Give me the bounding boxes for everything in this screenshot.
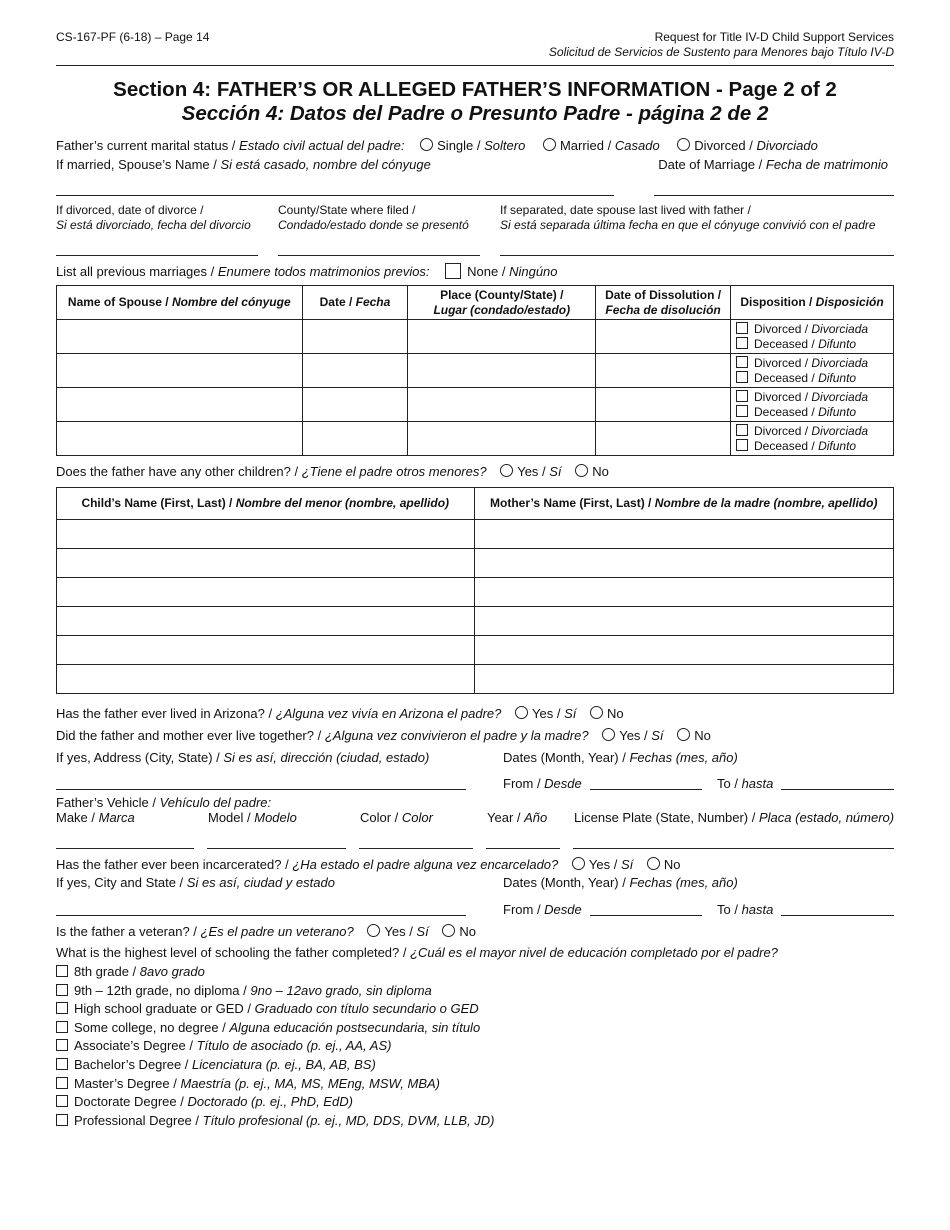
children-no-radio[interactable]	[575, 464, 588, 477]
education-checkbox[interactable]	[56, 1039, 68, 1051]
table-row	[57, 388, 894, 422]
place-cell[interactable]	[408, 354, 596, 388]
dissolution-cell[interactable]	[596, 422, 731, 456]
mother-name-cell[interactable]	[474, 549, 894, 578]
marital-single-option[interactable]: Single / Soltero	[420, 138, 525, 153]
deceased-option[interactable]: Deceased / Difunto	[736, 439, 893, 454]
col-date: Date / Fecha	[302, 286, 408, 320]
spouse-name-cell[interactable]	[57, 320, 303, 354]
arizona-no-option[interactable]: No	[590, 706, 624, 721]
table-row	[57, 636, 894, 665]
together-to-label: To / hasta	[717, 776, 774, 791]
child-name-cell[interactable]	[57, 549, 475, 578]
dissolution-cell[interactable]	[596, 388, 731, 422]
date-cell[interactable]	[302, 422, 408, 456]
incarcerated-row: Has the father ever been incarcerated? / ¿Ha estado el padre alguna vez encarcelado? Yes / Sí No	[56, 857, 681, 872]
education-checkbox[interactable]	[56, 984, 68, 996]
disposition-cell	[731, 320, 894, 354]
marital-divorced-option[interactable]: Divorced / Divorciado	[677, 138, 818, 153]
separated-date-label: If separated, date spouse last lived with father / Si está separada última fecha en que el cónyuge convivió con el padre	[500, 203, 876, 232]
table-row	[57, 422, 894, 456]
table-row	[57, 549, 894, 578]
incarcerated-no-radio[interactable]	[647, 857, 660, 870]
veteran-row: Is the father a veteran? / ¿Es el padre un veterano? Yes / Sí No	[56, 924, 476, 939]
arizona-yes-radio[interactable]	[515, 706, 528, 719]
vehicle-color-field[interactable]	[359, 848, 473, 849]
disposition-cell	[731, 422, 894, 456]
education-option[interactable]: Associate’s Degree / Título de asociado (p. ej., AA, AS)	[56, 1038, 391, 1053]
dissolution-cell[interactable]	[596, 320, 731, 354]
header-title-es: Solicitud de Servicios de Sustento para Menores bajo Título IV-D	[548, 45, 894, 59]
divorced-option[interactable]: Divorced / Divorciada	[736, 356, 893, 371]
child-name-cell[interactable]	[57, 636, 475, 665]
children-table	[56, 487, 894, 694]
deceased-option[interactable]: Deceased / Difunto	[736, 371, 893, 386]
together-address-label: If yes, Address (City, State) / Si es así, dirección (ciudad, estado)	[56, 750, 430, 765]
previous-marriages-table	[56, 285, 894, 456]
incarcerated-city-label: If yes, City and State / Si es así, ciudad y estado	[56, 875, 335, 890]
none-checkbox[interactable]	[445, 263, 461, 279]
date-of-marriage-field[interactable]	[654, 195, 894, 196]
child-name-cell[interactable]	[57, 665, 475, 694]
education-checkbox[interactable]	[56, 965, 68, 977]
col-child-name: Child’s Name (First, Last) / Nombre del menor (nombre, apellido)	[57, 488, 475, 520]
child-name-cell[interactable]	[57, 520, 475, 549]
deceased-option[interactable]: Deceased / Difunto	[736, 405, 893, 420]
arizona-no-radio[interactable]	[590, 706, 603, 719]
date-cell[interactable]	[302, 388, 408, 422]
col-mother-name: Mother’s Name (First, Last) / Nombre de la madre (nombre, apellido)	[474, 488, 894, 520]
col-spouse-name: Name of Spouse / Nombre del cónyuge	[57, 286, 303, 320]
form-title-header	[549, 30, 894, 60]
divorced-option[interactable]: Divorced / Divorciada	[736, 390, 893, 405]
together-no-option[interactable]: No	[677, 728, 711, 743]
section-title-es: Sección 4: Datos del Padre o Presunto Padre - página 2 de 2	[181, 102, 769, 125]
education-option[interactable]: 8th grade / 8avo grado	[56, 964, 205, 979]
single-radio[interactable]	[420, 138, 433, 151]
arizona-yes-option[interactable]: Yes / Sí	[515, 706, 576, 721]
incarcerated-to-label: To / hasta	[717, 902, 774, 917]
incarcerated-from-field[interactable]	[590, 915, 702, 916]
together-from-field[interactable]	[590, 789, 702, 790]
spouse-name-cell[interactable]	[57, 354, 303, 388]
together-yes-option[interactable]: Yes / Sí	[602, 728, 663, 743]
county-filed-field[interactable]	[278, 255, 480, 256]
divorced-option[interactable]: Divorced / Divorciada	[736, 424, 893, 439]
spouse-name-cell[interactable]	[57, 422, 303, 456]
together-address-field[interactable]	[56, 789, 466, 790]
education-option[interactable]: Bachelor’s Degree / Licenciatura (p. ej., BA, AB, BS)	[56, 1057, 376, 1072]
mother-name-cell[interactable]	[474, 636, 894, 665]
children-yes-option[interactable]: Yes / Sí	[500, 464, 561, 479]
col-disposition: Disposition / Disposición	[731, 286, 894, 320]
table-row	[57, 607, 894, 636]
education-option[interactable]: Doctorate Degree / Doctorado (p. ej., PhD, EdD)	[56, 1094, 353, 1109]
divorce-date-field[interactable]	[56, 255, 258, 256]
vehicle-model-field[interactable]	[207, 848, 346, 849]
marital-status-row	[56, 138, 818, 153]
table-row	[57, 520, 894, 549]
education-option[interactable]: High school graduate or GED / Graduado con título secundario o GED	[56, 1001, 479, 1016]
table-header-row	[57, 286, 894, 320]
dissolution-cell[interactable]	[596, 354, 731, 388]
mother-name-cell[interactable]	[474, 665, 894, 694]
county-filed-label: County/State where filed / Condado/estado donde se presentó	[278, 203, 469, 232]
date-of-marriage-label: Date of Marriage / Fecha de matrimonio	[658, 157, 888, 172]
together-no-radio[interactable]	[677, 728, 690, 741]
lived-together-row: Did the father and mother ever live together? / ¿Alguna vez convivieron el padre y la madre? Yes / Sí No	[56, 728, 711, 743]
section-title-en: Section 4: FATHER’S OR ALLEGED FATHER’S INFORMATION - Page 2 of 2	[113, 78, 837, 101]
child-name-cell[interactable]	[57, 607, 475, 636]
mother-name-cell[interactable]	[474, 607, 894, 636]
education-option[interactable]: Some college, no degree / Alguna educación postsecundaria, sin título	[56, 1020, 480, 1035]
place-cell[interactable]	[408, 388, 596, 422]
incarcerated-yes-option[interactable]: Yes / Sí	[572, 857, 633, 872]
education-checkbox[interactable]	[56, 1114, 68, 1126]
other-children-row: Does the father have any other children? / ¿Tiene el padre otros menores? Yes / Sí No	[56, 464, 609, 479]
incarcerated-dates-label: Dates (Month, Year) / Fechas (mes, año)	[503, 875, 738, 890]
mother-name-cell[interactable]	[474, 578, 894, 607]
none-option[interactable]: None / Ningúno	[445, 264, 557, 279]
table-row	[57, 665, 894, 694]
date-cell[interactable]	[302, 320, 408, 354]
vehicle-plate-label: License Plate (State, Number) / Placa (estado, número)	[574, 810, 895, 825]
table-row	[57, 354, 894, 388]
veteran-yes-option[interactable]: Yes / Sí	[367, 924, 428, 939]
header-divider	[56, 65, 894, 66]
mother-name-cell[interactable]	[474, 520, 894, 549]
together-to-field[interactable]	[781, 789, 894, 790]
col-dissolution: Date of Dissolution / Fecha de disolución	[596, 286, 731, 320]
marital-married-option[interactable]: Married / Casado	[543, 138, 660, 153]
child-name-cell[interactable]	[57, 578, 475, 607]
education-option[interactable]: Professional Degree / Título profesional (p. ej., MD, DDS, DVM, LLB, JD)	[56, 1113, 495, 1128]
deceased-option[interactable]: Deceased / Difunto	[736, 337, 893, 352]
spouse-name-cell[interactable]	[57, 388, 303, 422]
together-from-label: From / Desde	[503, 776, 582, 791]
table-row	[57, 320, 894, 354]
divorced-option[interactable]: Divorced / Divorciada	[736, 322, 893, 337]
education-question: What is the highest level of schooling the father completed? / ¿Cuál es el mayor nivel de educación completado por el padre?	[56, 945, 778, 960]
date-cell[interactable]	[302, 354, 408, 388]
place-cell[interactable]	[408, 320, 596, 354]
education-option[interactable]: Master’s Degree / Maestría (p. ej., MA, MS, MEng, MSW, MBA)	[56, 1076, 440, 1091]
veteran-no-radio[interactable]	[442, 924, 455, 937]
lived-in-arizona-row: Has the father ever lived in Arizona? / ¿Alguna vez vivía en Arizona el padre? Yes / Sí No	[56, 706, 624, 721]
together-dates-label: Dates (Month, Year) / Fechas (mes, año)	[503, 750, 738, 765]
disposition-cell	[731, 354, 894, 388]
disposition-cell	[731, 388, 894, 422]
spouse-name-field[interactable]	[56, 195, 614, 196]
incarcerated-to-field[interactable]	[781, 915, 894, 916]
vehicle-make-field[interactable]	[56, 848, 194, 849]
form-id: CS-167-PF (6-18) – Page 14	[56, 30, 210, 44]
col-place: Place (County/State) / Lugar (condado/estado)	[408, 286, 596, 320]
vehicle-plate-field[interactable]	[573, 848, 894, 849]
spouse-name-label: If married, Spouse’s Name / Si está casado, nombre del cónyuge	[56, 157, 431, 172]
married-radio[interactable]	[543, 138, 556, 151]
veteran-no-option[interactable]: No	[442, 924, 476, 939]
together-yes-radio[interactable]	[602, 728, 615, 741]
children-yes-radio[interactable]	[500, 464, 513, 477]
marital-status-label: Father’s current marital status /	[56, 138, 240, 153]
veteran-yes-radio[interactable]	[367, 924, 380, 937]
incarcerated-from-label: From / Desde	[503, 902, 582, 917]
divorced-radio[interactable]	[677, 138, 690, 151]
vehicle-label: Father’s Vehicle / Vehículo del padre:	[56, 795, 272, 810]
separated-date-field[interactable]	[500, 255, 894, 256]
education-option[interactable]: 9th – 12th grade, no diploma / 9no – 12avo grado, sin diploma	[56, 983, 432, 998]
vehicle-model-label: Model / Modelo	[208, 810, 297, 825]
table-header-row	[57, 488, 894, 520]
marital-status-label-es: Estado civil actual del padre:	[239, 138, 405, 153]
education-checkbox[interactable]	[56, 1002, 68, 1014]
education-checkbox[interactable]	[56, 1021, 68, 1033]
education-checkbox[interactable]	[56, 1095, 68, 1107]
vehicle-color-label: Color / Color	[360, 810, 433, 825]
children-no-option[interactable]: No	[575, 464, 609, 479]
incarcerated-city-field[interactable]	[56, 915, 466, 916]
vehicle-year-field[interactable]	[486, 848, 560, 849]
education-checkbox[interactable]	[56, 1058, 68, 1070]
header-title-en: Request for Title IV-D Child Support Services	[654, 30, 894, 44]
vehicle-year-label: Year / Año	[487, 810, 548, 825]
divorce-date-label: If divorced, date of divorce / Si está divorciado, fecha del divorcio	[56, 203, 251, 232]
education-checkbox[interactable]	[56, 1077, 68, 1089]
previous-marriages-row: List all previous marriages / Enumere todos matrimonios previos: None / Ningúno	[56, 264, 558, 279]
table-row	[57, 578, 894, 607]
place-cell[interactable]	[408, 422, 596, 456]
vehicle-make-label: Make / Marca	[56, 810, 135, 825]
incarcerated-yes-radio[interactable]	[572, 857, 585, 870]
incarcerated-no-option[interactable]: No	[647, 857, 681, 872]
